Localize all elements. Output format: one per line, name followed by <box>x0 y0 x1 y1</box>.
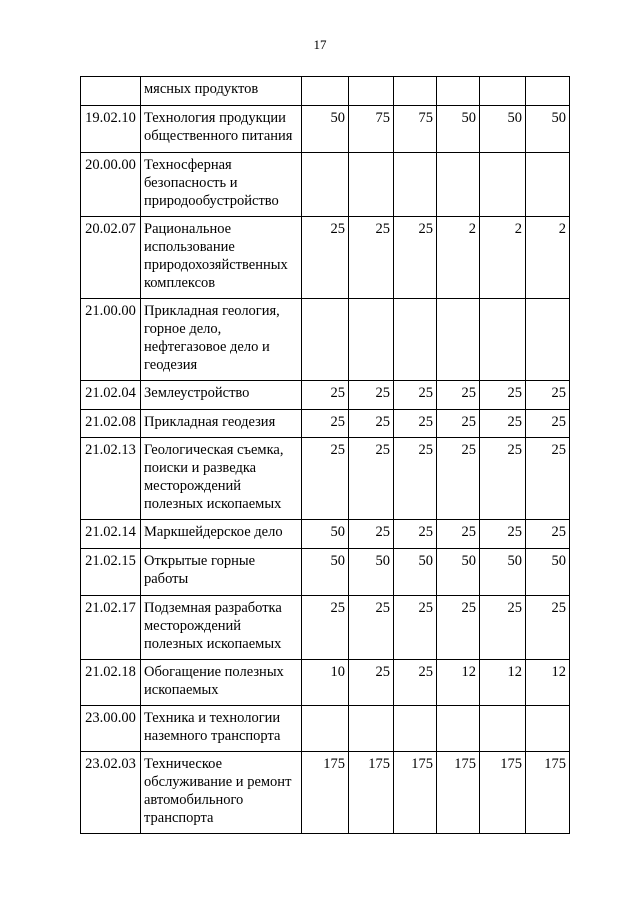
row-value-3: 25 <box>394 217 437 299</box>
row-code: 19.02.10 <box>81 106 141 153</box>
row-value-1 <box>302 299 349 381</box>
row-value-6: 12 <box>526 660 570 706</box>
row-name: Технология продукции общественного питания <box>141 106 302 153</box>
row-code: 21.02.13 <box>81 438 141 520</box>
row-value-6 <box>526 299 570 381</box>
row-value-5: 25 <box>480 520 526 549</box>
row-value-6 <box>526 77 570 106</box>
row-value-5 <box>480 153 526 217</box>
row-code: 23.02.03 <box>81 752 141 834</box>
row-code: 21.02.04 <box>81 381 141 410</box>
row-value-1: 50 <box>302 549 349 596</box>
row-name: Подземная разработка месторождений полезных ископаемых <box>141 596 302 660</box>
row-value-6: 25 <box>526 438 570 520</box>
row-name: Прикладная геология, горное дело, нефтегазовое дело и геодезия <box>141 299 302 381</box>
row-value-1: 25 <box>302 381 349 410</box>
row-value-3 <box>394 706 437 752</box>
row-value-2: 25 <box>349 438 394 520</box>
row-name: Прикладная геодезия <box>141 410 302 438</box>
row-code: 21.02.08 <box>81 410 141 438</box>
row-value-5 <box>480 77 526 106</box>
row-value-2: 50 <box>349 549 394 596</box>
row-value-4: 25 <box>437 520 480 549</box>
row-value-3: 175 <box>394 752 437 834</box>
table-row <box>81 706 570 752</box>
row-value-5: 50 <box>480 549 526 596</box>
row-value-6: 25 <box>526 520 570 549</box>
row-value-3 <box>394 299 437 381</box>
row-value-2: 25 <box>349 596 394 660</box>
row-value-5: 25 <box>480 438 526 520</box>
row-name: мясных продуктов <box>141 77 302 106</box>
table-row <box>81 752 570 834</box>
row-value-3: 75 <box>394 106 437 153</box>
row-name: Маркшейдерское дело <box>141 520 302 549</box>
row-value-4: 2 <box>437 217 480 299</box>
row-value-4 <box>437 153 480 217</box>
table-row <box>81 153 570 217</box>
table-row <box>81 217 570 299</box>
row-code: 23.00.00 <box>81 706 141 752</box>
row-value-6 <box>526 706 570 752</box>
row-value-3: 50 <box>394 549 437 596</box>
row-value-5: 175 <box>480 752 526 834</box>
row-value-1 <box>302 706 349 752</box>
row-name: Обогащение полезных ископаемых <box>141 660 302 706</box>
row-value-1: 10 <box>302 660 349 706</box>
table-row <box>81 381 570 410</box>
row-value-1: 25 <box>302 410 349 438</box>
row-value-5: 12 <box>480 660 526 706</box>
row-value-4: 50 <box>437 549 480 596</box>
row-value-1: 175 <box>302 752 349 834</box>
row-value-2: 25 <box>349 217 394 299</box>
row-value-4: 25 <box>437 410 480 438</box>
row-value-4 <box>437 299 480 381</box>
row-code: 21.02.17 <box>81 596 141 660</box>
row-value-1: 50 <box>302 106 349 153</box>
row-code <box>81 77 141 106</box>
table-row <box>81 106 570 153</box>
row-value-6: 2 <box>526 217 570 299</box>
row-name: Открытые горные работы <box>141 549 302 596</box>
row-value-2: 25 <box>349 410 394 438</box>
row-value-1: 25 <box>302 217 349 299</box>
row-value-1: 25 <box>302 438 349 520</box>
row-value-4: 25 <box>437 381 480 410</box>
row-value-2: 25 <box>349 520 394 549</box>
table-row <box>81 520 570 549</box>
table-row <box>81 77 570 106</box>
row-value-6 <box>526 153 570 217</box>
row-value-3 <box>394 77 437 106</box>
row-value-2 <box>349 299 394 381</box>
row-code: 20.00.00 <box>81 153 141 217</box>
row-name: Геологическая съемка, поиски и разведка месторождений полезных ископаемых <box>141 438 302 520</box>
row-value-5: 50 <box>480 106 526 153</box>
row-value-2 <box>349 706 394 752</box>
row-value-3: 25 <box>394 660 437 706</box>
row-value-6: 25 <box>526 410 570 438</box>
table-row <box>81 299 570 381</box>
table-row <box>81 549 570 596</box>
row-name: Рациональное использование природохозяйственных комплексов <box>141 217 302 299</box>
row-code: 21.02.15 <box>81 549 141 596</box>
row-value-4: 50 <box>437 106 480 153</box>
row-code: 21.00.00 <box>81 299 141 381</box>
row-value-3: 25 <box>394 520 437 549</box>
row-value-4: 175 <box>437 752 480 834</box>
row-value-1 <box>302 153 349 217</box>
row-value-5: 25 <box>480 410 526 438</box>
row-value-2: 175 <box>349 752 394 834</box>
quota-table <box>80 76 570 834</box>
row-value-3: 25 <box>394 438 437 520</box>
row-code: 20.02.07 <box>81 217 141 299</box>
row-name: Техносферная безопасность и природообустройство <box>141 153 302 217</box>
row-value-4 <box>437 706 480 752</box>
row-value-6: 50 <box>526 549 570 596</box>
row-code: 21.02.14 <box>81 520 141 549</box>
row-name: Техника и технологии наземного транспорта <box>141 706 302 752</box>
row-code: 21.02.18 <box>81 660 141 706</box>
row-value-2 <box>349 77 394 106</box>
row-value-1: 25 <box>302 596 349 660</box>
row-value-4: 25 <box>437 596 480 660</box>
row-value-5 <box>480 706 526 752</box>
row-value-1 <box>302 77 349 106</box>
row-name: Техническое обслуживание и ремонт автомобильного транспорта <box>141 752 302 834</box>
table-row <box>81 596 570 660</box>
table-row <box>81 660 570 706</box>
row-value-2: 75 <box>349 106 394 153</box>
row-value-6: 175 <box>526 752 570 834</box>
row-value-2: 25 <box>349 660 394 706</box>
row-value-3 <box>394 153 437 217</box>
row-value-5: 2 <box>480 217 526 299</box>
row-value-4: 12 <box>437 660 480 706</box>
page-number: 17 <box>313 37 327 52</box>
row-value-3: 25 <box>394 381 437 410</box>
row-name: Землеустройство <box>141 381 302 410</box>
row-value-6: 50 <box>526 106 570 153</box>
row-value-4: 25 <box>437 438 480 520</box>
table-row <box>81 410 570 438</box>
row-value-6: 25 <box>526 381 570 410</box>
row-value-5 <box>480 299 526 381</box>
table-row <box>81 438 570 520</box>
row-value-2 <box>349 153 394 217</box>
row-value-5: 25 <box>480 381 526 410</box>
row-value-4 <box>437 77 480 106</box>
row-value-1: 50 <box>302 520 349 549</box>
row-value-2: 25 <box>349 381 394 410</box>
row-value-5: 25 <box>480 596 526 660</box>
row-value-3: 25 <box>394 596 437 660</box>
table-body <box>81 77 570 834</box>
row-value-3: 25 <box>394 410 437 438</box>
row-value-6: 25 <box>526 596 570 660</box>
